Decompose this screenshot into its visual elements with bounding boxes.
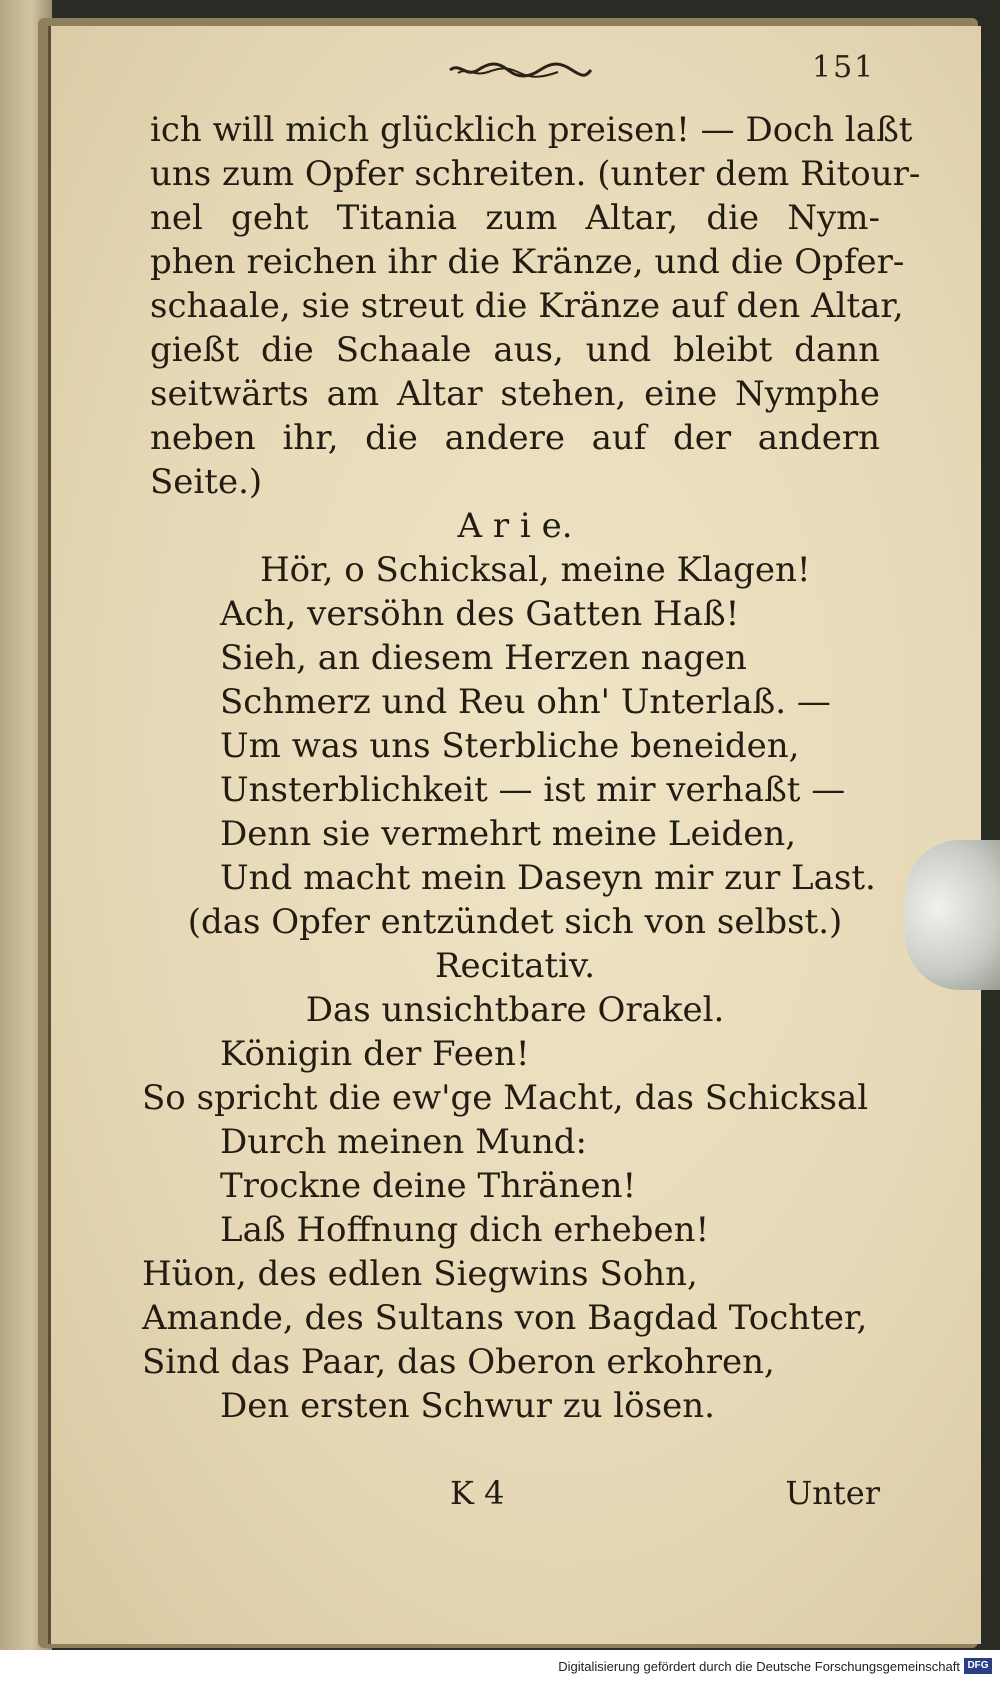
verse-line: Königin der Feen! (220, 1034, 530, 1074)
verse-line: Schmerz und Reu ohn' Unterlaß. — (220, 682, 831, 722)
verse-line: So spricht die ew'ge Macht, das Schicksal (142, 1078, 869, 1118)
text-line: phen reichen ihr die Kränze, und die Opfer- (150, 242, 905, 282)
text-line: Seite.) (150, 462, 263, 502)
text-line: schaale, sie streut die Kränze auf den Altar, (150, 286, 904, 326)
catchword: Unter (785, 1474, 880, 1512)
header-ornament (448, 58, 593, 82)
verse-line: Sind das Paar, das Oberon erkohren, (142, 1342, 775, 1382)
verse-line: Trockne deine Thränen! (220, 1166, 637, 1206)
verse-line: Hör, o Schicksal, meine Klagen! (260, 550, 811, 590)
text-line: seitwärts am Altar stehen, eine Nymphe (150, 374, 880, 414)
verse-line: Laß Hoffnung dich erheben! (220, 1210, 710, 1250)
page-text (142, 108, 921, 1428)
text-line: nel geht Titania zum Altar, die Nym- (150, 198, 880, 238)
verse-line: Hüon, des edlen Siegwins Sohn, (142, 1254, 698, 1294)
text-line: gießt die Schaale aus, und bleibt dann (150, 330, 880, 370)
verse-line: Denn sie vermehrt meine Leiden, (220, 814, 797, 854)
section-heading-arie: A r i e. (457, 506, 573, 546)
verse-line: Durch meinen Mund: (220, 1122, 587, 1162)
text-line: neben ihr, die andere auf der andern (150, 418, 880, 458)
verse-line: Sieh, an diesem Herzen nagen (220, 638, 747, 678)
verse-line: Und macht mein Daseyn mir zur Last. (220, 858, 876, 898)
verse-line: Um was uns Sterbliche beneiden, (220, 726, 800, 766)
section-heading-recitativ: Recitativ. (434, 946, 596, 986)
verse-line: Den ersten Schwur zu lösen. (220, 1386, 715, 1426)
dfg-logo-icon: DFG (964, 1658, 992, 1674)
verse-line: Ach, versöhn des Gatten Haß! (220, 594, 740, 634)
verse-line: Amande, des Sultans von Bagdad Tochter, (142, 1298, 868, 1338)
speaker-name: Das unsichtbare Orakel. (305, 990, 725, 1030)
stage-direction: (das Opfer entzündet sich von selbst.) (187, 902, 843, 942)
verse-line: Unsterblichkeit — ist mir verhaßt — (220, 770, 846, 810)
holding-thumb (905, 840, 1000, 990)
page-number: 151 (812, 50, 876, 85)
text-line: ich will mich glücklich preisen! — Doch laßt (150, 110, 913, 150)
text-line: uns zum Opfer schreiten. (unter dem Ritour- (150, 154, 921, 194)
digitization-footer (0, 1650, 1000, 1686)
footer-credit: Digitalisierung gefördert durch die Deutsche Forschungsgemeinschaft (558, 1659, 960, 1674)
signature-mark: K 4 (450, 1474, 505, 1512)
